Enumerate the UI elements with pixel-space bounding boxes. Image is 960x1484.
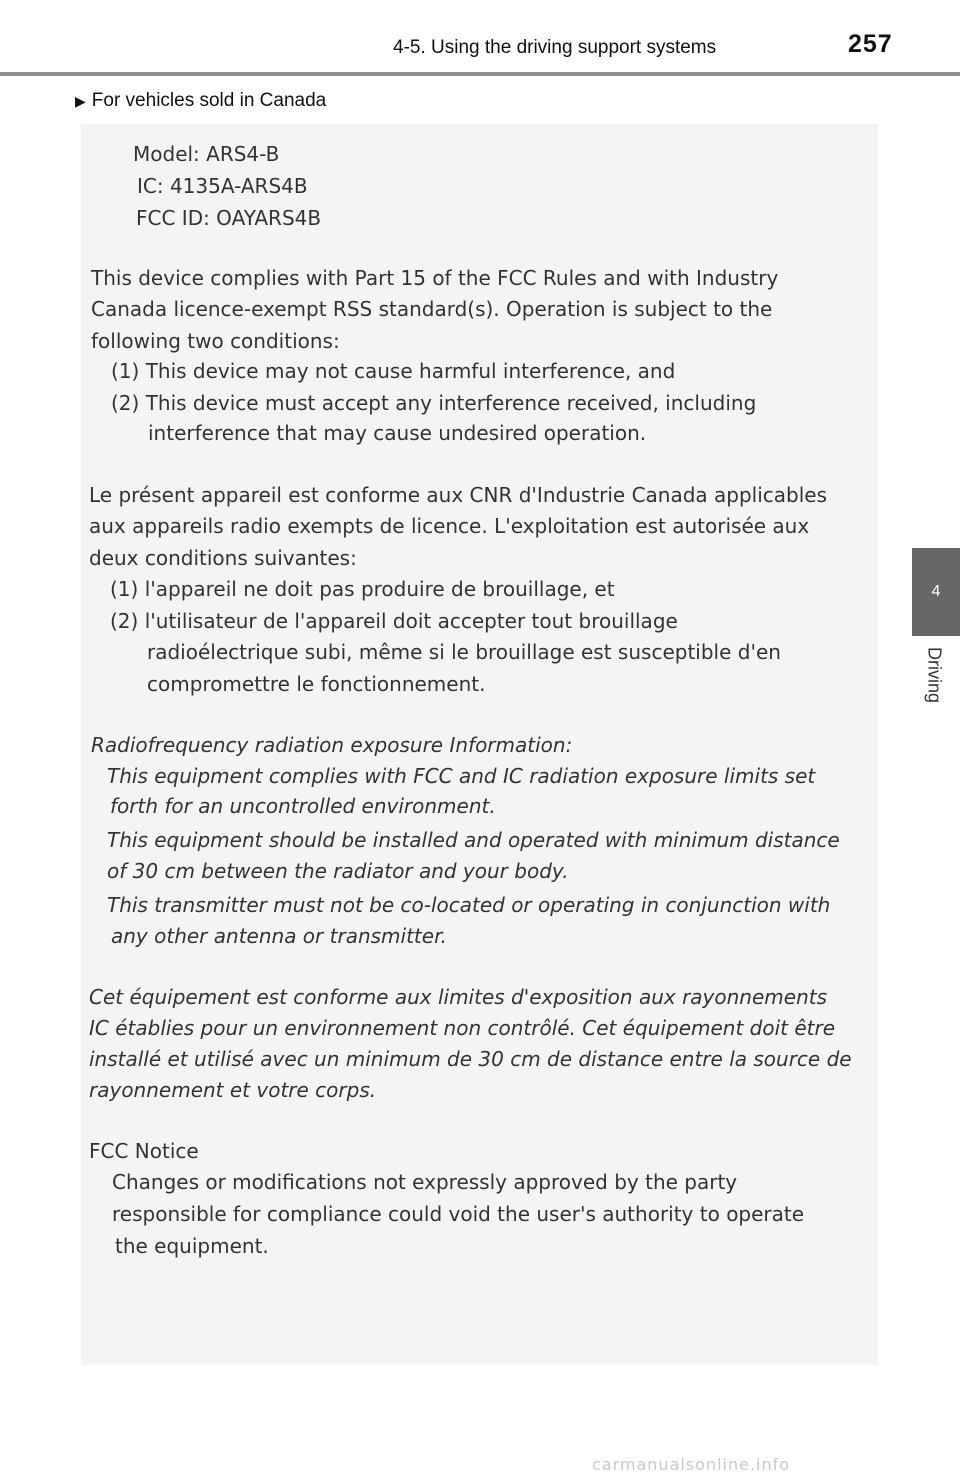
en-condition-line: (2) This device must accept any interference received, including (111, 391, 757, 415)
fr-condition-line: (2) l'utilisateur de l'appareil doit accepter tout brouillage (110, 609, 678, 633)
chapter-tab (912, 548, 960, 636)
model-line: Model: ARS4-B (133, 142, 280, 166)
rf-line: This transmitter must not be co-located or operating in conjunction with (107, 893, 831, 917)
chapter-number: 4 (931, 583, 941, 600)
fr-compliance-line: aux appareils radio exempts de licence. L'exploitation est autorisée aux (89, 514, 810, 538)
rf-fr-line: Cet équipement est conforme aux limites d'exposition aux rayonnements (89, 985, 828, 1009)
fcc-notice-heading: FCC Notice (89, 1139, 199, 1163)
watermark: carmanualsonline.info (592, 1455, 791, 1474)
section-title: 4-5. Using the driving support systems (393, 37, 717, 58)
triangle-bullet-icon: ▶ (75, 92, 86, 109)
en-condition-line: interference that may cause undesired operation. (148, 421, 647, 445)
header-divider (0, 72, 960, 76)
page-number: 257 (848, 30, 893, 58)
fr-compliance-line: deux conditions suivantes: (89, 546, 357, 570)
fr-compliance-line: Le présent appareil est conforme aux CNR d'Industrie Canada applicables (89, 483, 828, 507)
compliance-label-image (81, 124, 878, 1365)
fr-condition-line: radioélectrique subi, même si le brouillage est susceptible d'en (147, 640, 781, 664)
chapter-label: Driving (924, 647, 945, 704)
en-compliance-line: following two conditions: (91, 329, 340, 353)
rf-line: This equipment complies with FCC and IC radiation exposure limits set (107, 764, 816, 788)
rf-line: any other antenna or transmitter. (111, 924, 447, 948)
fr-condition-line: compromettre le fonctionnement. (147, 672, 486, 696)
fr-condition-line: (1) l'appareil ne doit pas produire de brouillage, et (110, 577, 615, 601)
fcc-notice-line: the equipment. (115, 1234, 269, 1258)
rf-fr-line: installé et utilisé avec un minimum de 30 cm de distance entre la source de (89, 1047, 852, 1071)
rf-fr-line: rayonnement et votre corps. (89, 1078, 377, 1102)
fcc-notice-line: responsible for compliance could void the user's authority to operate (112, 1202, 805, 1226)
rf-line: forth for an uncontrolled environment. (110, 794, 496, 818)
bullet-heading-text: For vehicles sold in Canada (91, 90, 327, 111)
rf-line: of 30 cm between the radiator and your body. (107, 859, 569, 883)
rf-heading: Radiofrequency radiation exposure Information: (91, 733, 573, 757)
en-compliance-line: This device complies with Part 15 of the FCC Rules and with Industry (91, 266, 779, 290)
ic-line: IC: 4135A-ARS4B (137, 174, 308, 198)
bullet-heading (75, 90, 326, 112)
en-compliance-line: Canada licence-exempt RSS standard(s). Operation is subject to the (91, 297, 773, 321)
en-condition-line: (1) This device may not cause harmful interference, and (111, 359, 676, 383)
fcc-id-line: FCC ID: OAYARS4B (136, 206, 322, 230)
rf-line: This equipment should be installed and operated with minimum distance (107, 828, 840, 852)
fcc-notice-line: Changes or modifications not expressly approved by the party (112, 1170, 738, 1194)
rf-fr-line: IC établies pour un environnement non contrôlé. Cet équipement doit être (89, 1016, 836, 1040)
